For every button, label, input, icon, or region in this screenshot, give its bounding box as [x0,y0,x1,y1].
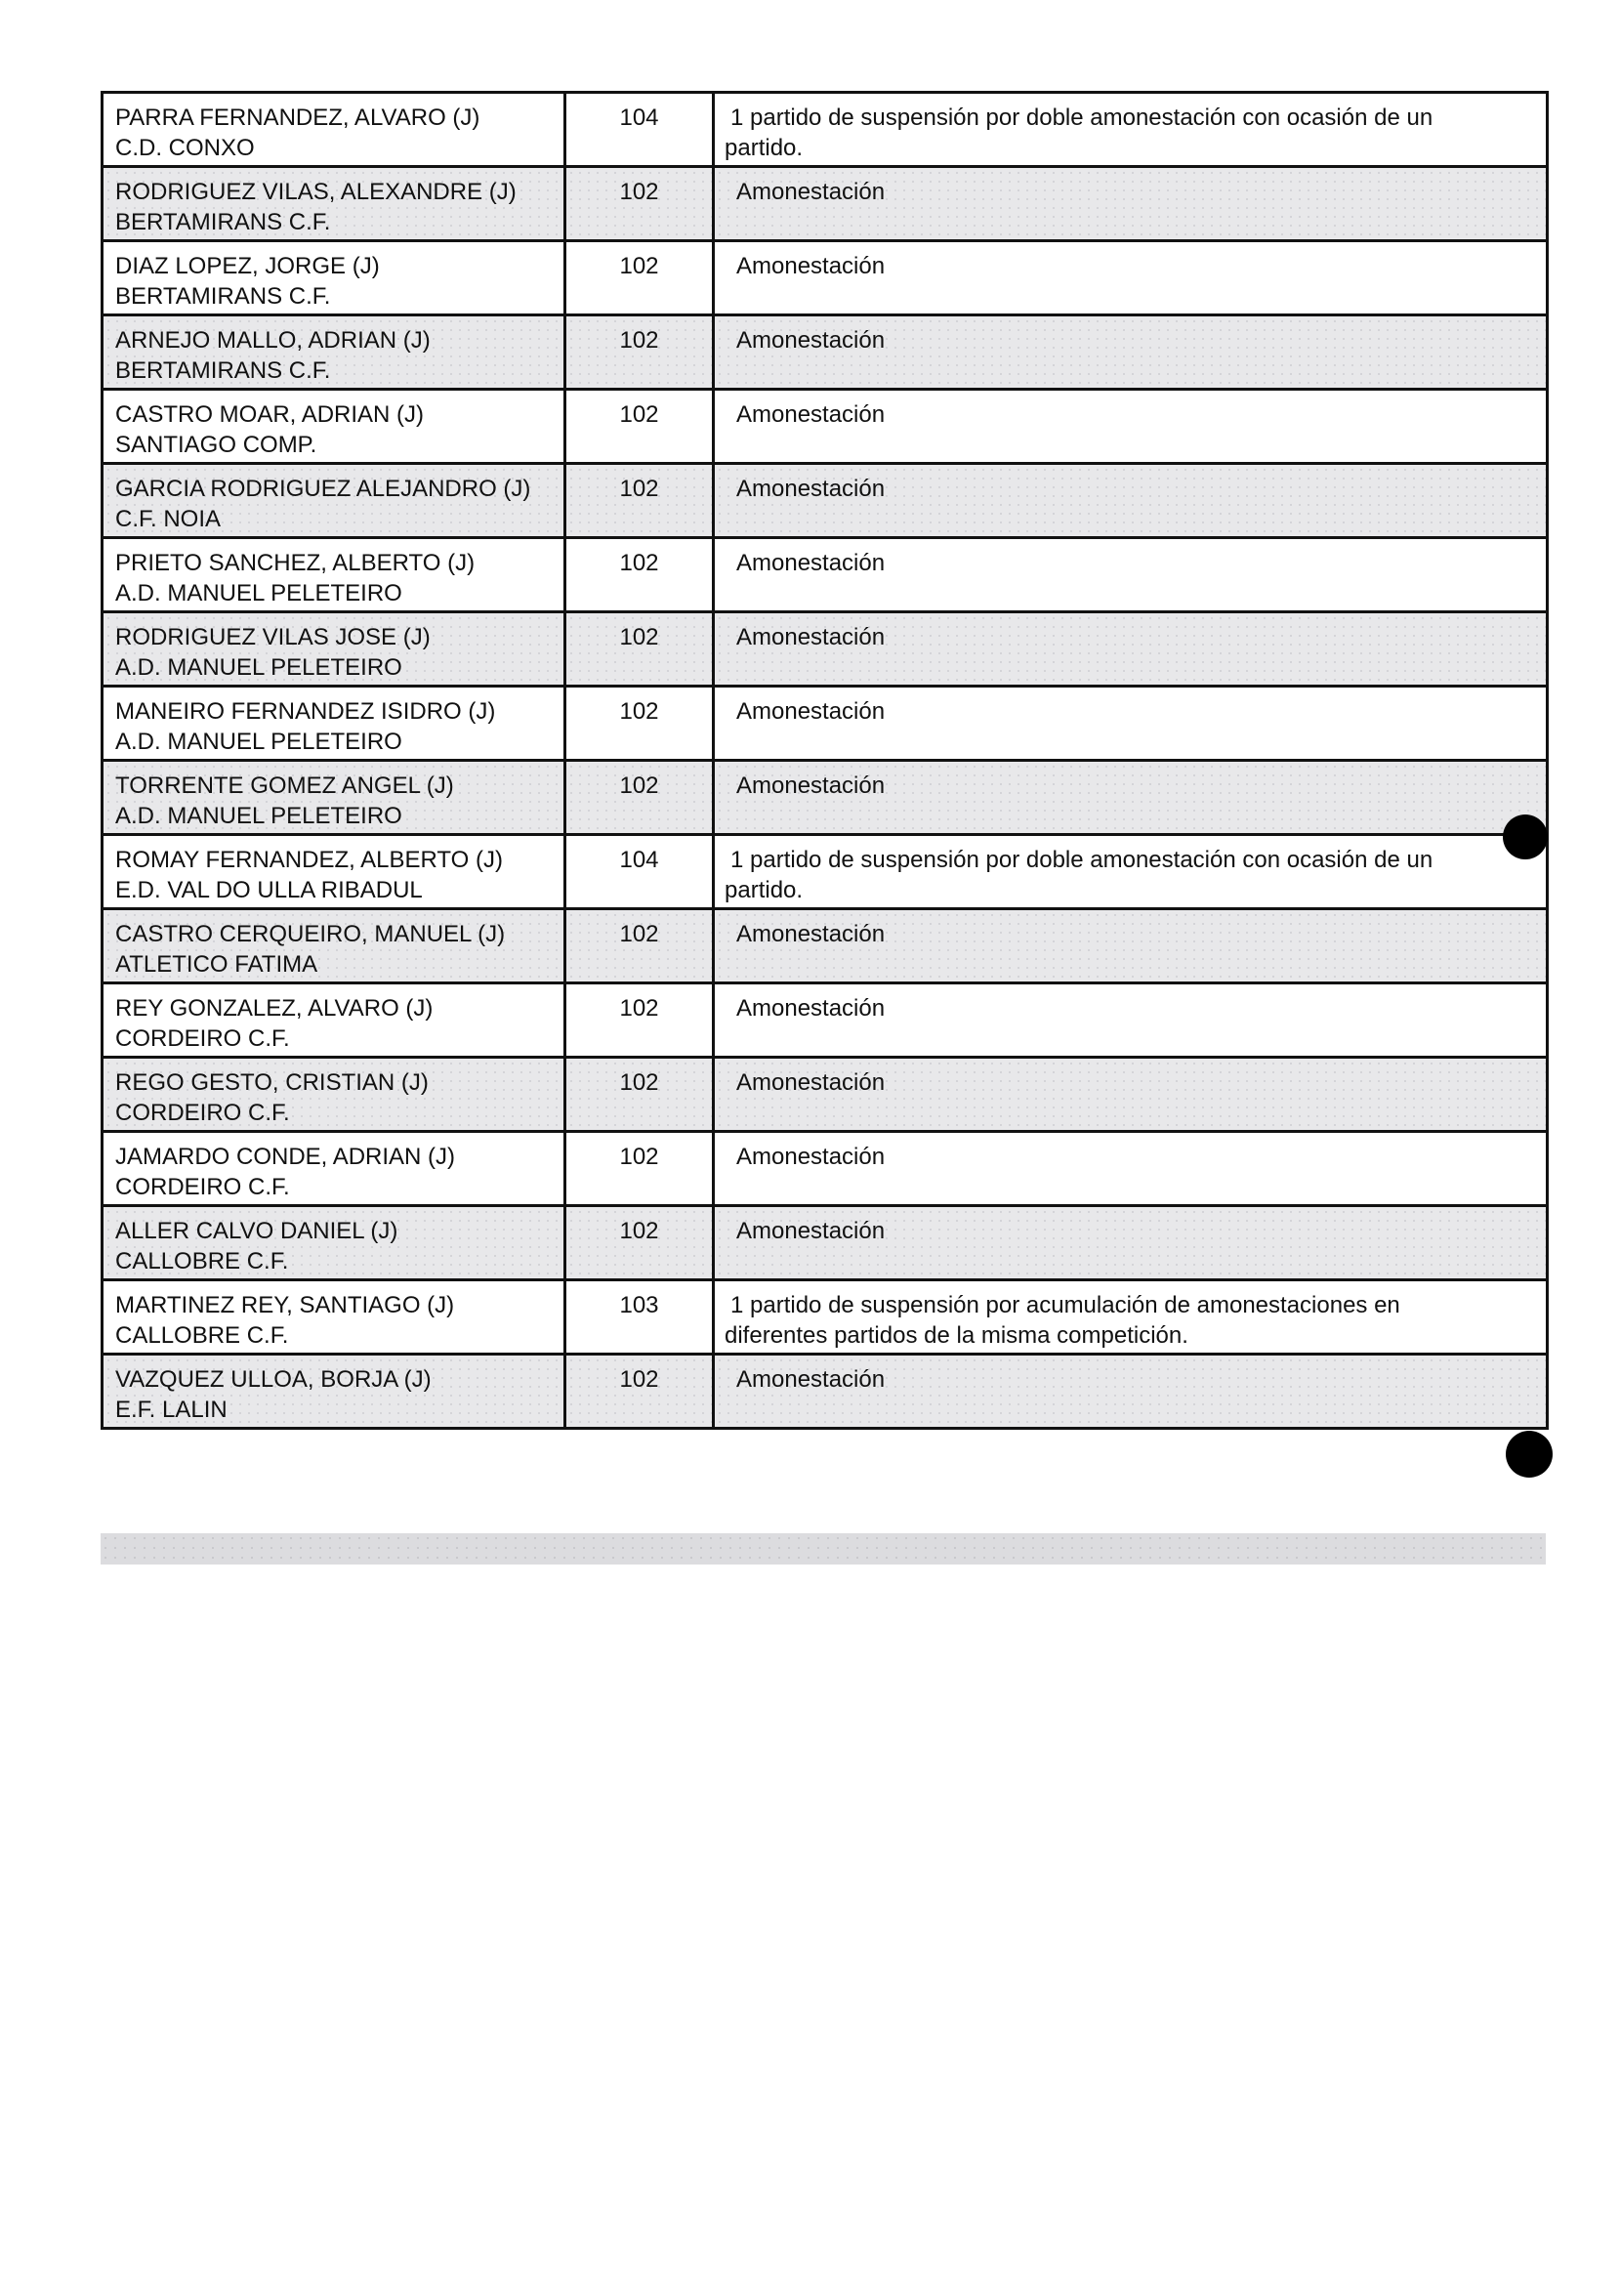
club-name: CORDEIRO C.F. [115,1174,290,1200]
sanction-description: Amonestación [736,995,886,1022]
sanction-code: 102 [565,687,714,761]
sanctions-table-body [103,93,1548,1429]
club-name: BERTAMIRANS C.F. [115,209,331,235]
table-row [103,687,1548,761]
club-name: CORDEIRO C.F. [115,1025,290,1052]
sanction-description: Amonestación [736,1366,886,1393]
club-name: CALLOBRE C.F. [115,1248,289,1274]
table-row [103,93,1548,167]
sanction-description: Amonestación [736,624,886,650]
player-cell [103,538,565,612]
player-cell [103,612,565,687]
table-row [103,612,1548,687]
sanction-code: 104 [565,93,714,167]
sanction-code: 102 [565,1058,714,1132]
club-name: C.F. NOIA [115,506,222,532]
sanction-code: 102 [565,1132,714,1206]
club-name: E.F. LALIN [115,1397,228,1423]
player-name: REY GONZALEZ, ALVARO (J) [115,995,434,1022]
player-name: ARNEJO MALLO, ADRIAN (J) [115,327,431,354]
sanction-code: 103 [565,1280,714,1355]
player-cell [103,687,565,761]
club-name: BERTAMIRANS C.F. [115,357,331,384]
sanction-description-cell [714,241,1548,315]
table-row [103,983,1548,1058]
player-cell [103,835,565,909]
player-name: ROMAY FERNANDEZ, ALBERTO (J) [115,847,503,873]
sanction-description: Amonestación [736,253,886,279]
sanction-code: 102 [565,241,714,315]
sanction-description-cell [714,1132,1548,1206]
sanction-description-cell [714,167,1548,241]
player-name: PARRA FERNANDEZ, ALVARO (J) [115,104,480,131]
table-row [103,1206,1548,1280]
player-name: CASTRO CERQUEIRO, MANUEL (J) [115,921,506,947]
sanction-code: 102 [565,538,714,612]
sanction-description-cell [714,1206,1548,1280]
player-name: MARTINEZ REY, SANTIAGO (J) [115,1292,455,1318]
sanction-code: 102 [565,464,714,538]
sanction-code: 102 [565,390,714,464]
sanction-code: 102 [565,909,714,983]
sanction-description: Amonestación [736,698,886,725]
sanction-code: 102 [565,315,714,390]
player-cell [103,761,565,835]
sanction-description [725,845,1536,905]
player-cell [103,464,565,538]
club-name: BERTAMIRANS C.F. [115,283,331,310]
player-name: RODRIGUEZ VILAS JOSE (J) [115,624,431,650]
sanction-description: Amonestación [736,179,886,205]
player-name: MANEIRO FERNANDEZ ISIDRO (J) [115,698,496,725]
table-row [103,1132,1548,1206]
table-row [103,538,1548,612]
sanction-description: Amonestación [736,401,886,428]
sanction-code: 102 [565,761,714,835]
sanction-description: Amonestación [736,1218,886,1244]
table-row [103,390,1548,464]
table-row [103,315,1548,390]
player-cell [103,983,565,1058]
sanction-description-line: 1 partido de suspensión por doble amonestación con ocasión de un [730,104,1433,131]
table-row [103,835,1548,909]
sanction-description: Amonestación [736,476,886,502]
table-row [103,1058,1548,1132]
player-name: CASTRO MOAR, ADRIAN (J) [115,401,425,428]
punch-hole-mark [1503,814,1548,859]
player-name: TORRENTE GOMEZ ANGEL (J) [115,772,454,799]
table-row [103,1355,1548,1429]
club-name: E.D. VAL DO ULLA RIBADUL [115,877,423,903]
club-name: A.D. MANUEL PELETEIRO [115,803,402,829]
club-name: A.D. MANUEL PELETEIRO [115,729,402,755]
sanction-code: 102 [565,612,714,687]
player-cell [103,390,565,464]
punch-hole-mark [1506,1431,1553,1478]
sanction-description-line: partido. [725,135,804,161]
sanction-description-line: diferentes partidos de la misma competición. [725,1322,1188,1349]
sanction-description-cell [714,538,1548,612]
sanction-description [725,103,1536,163]
sanction-code: 102 [565,1206,714,1280]
player-cell [103,1132,565,1206]
sanction-description: Amonestación [736,327,886,354]
sanction-description-cell [714,1058,1548,1132]
player-cell [103,241,565,315]
sanction-description-line: partido. [725,877,804,903]
sanction-description-cell [714,315,1548,390]
player-cell [103,93,565,167]
club-name: A.D. MANUEL PELETEIRO [115,654,402,681]
sanction-description: Amonestación [736,772,886,799]
sanctions-table [101,91,1549,1430]
sanction-description [725,1290,1536,1351]
sanction-description-cell [714,835,1548,909]
player-name: REGO GESTO, CRISTIAN (J) [115,1069,429,1096]
sanction-description-cell [714,390,1548,464]
player-name: RODRIGUEZ VILAS, ALEXANDRE (J) [115,179,517,205]
sanction-code: 102 [565,1355,714,1429]
club-name: ATLETICO FATIMA [115,951,318,978]
player-cell [103,909,565,983]
sanction-description-cell [714,687,1548,761]
player-name: PRIETO SANCHEZ, ALBERTO (J) [115,550,476,576]
sanction-description: Amonestación [736,1069,886,1096]
player-cell [103,1058,565,1132]
table-row [103,464,1548,538]
player-name: VAZQUEZ ULLOA, BORJA (J) [115,1366,432,1393]
sanction-description: Amonestación [736,1144,886,1170]
club-name: SANTIAGO COMP. [115,432,317,458]
club-name: CALLOBRE C.F. [115,1322,289,1349]
player-cell [103,167,565,241]
player-name: JAMARDO CONDE, ADRIAN (J) [115,1144,456,1170]
player-cell [103,1206,565,1280]
sanction-code: 102 [565,167,714,241]
sanction-description-cell [714,93,1548,167]
table-row [103,1280,1548,1355]
sanction-description: Amonestación [736,550,886,576]
sanction-description-cell [714,612,1548,687]
sanction-description-cell [714,983,1548,1058]
sanction-description-cell [714,1280,1548,1355]
player-name: DIAZ LOPEZ, JORGE (J) [115,253,380,279]
table-row [103,909,1548,983]
sanction-code: 104 [565,835,714,909]
club-name: CORDEIRO C.F. [115,1100,290,1126]
player-cell [103,1280,565,1355]
table-row [103,167,1548,241]
player-name: GARCIA RODRIGUEZ ALEJANDRO (J) [115,476,531,502]
sanction-code: 102 [565,983,714,1058]
table-row [103,241,1548,315]
sanction-description-cell [714,909,1548,983]
club-name: C.D. CONXO [115,135,255,161]
sanction-description: Amonestación [736,921,886,947]
table-row [103,761,1548,835]
table-bottom-shaded-band [101,1533,1546,1565]
sanction-description-cell [714,761,1548,835]
player-name: ALLER CALVO DANIEL (J) [115,1218,398,1244]
player-cell [103,315,565,390]
sanction-description-line: 1 partido de suspensión por doble amonestación con ocasión de un [730,847,1433,873]
player-cell [103,1355,565,1429]
sanction-description-cell [714,464,1548,538]
club-name: A.D. MANUEL PELETEIRO [115,580,402,606]
sanction-description-cell [714,1355,1548,1429]
sanction-description-line: 1 partido de suspensión por acumulación de amonestaciones en [730,1292,1400,1318]
